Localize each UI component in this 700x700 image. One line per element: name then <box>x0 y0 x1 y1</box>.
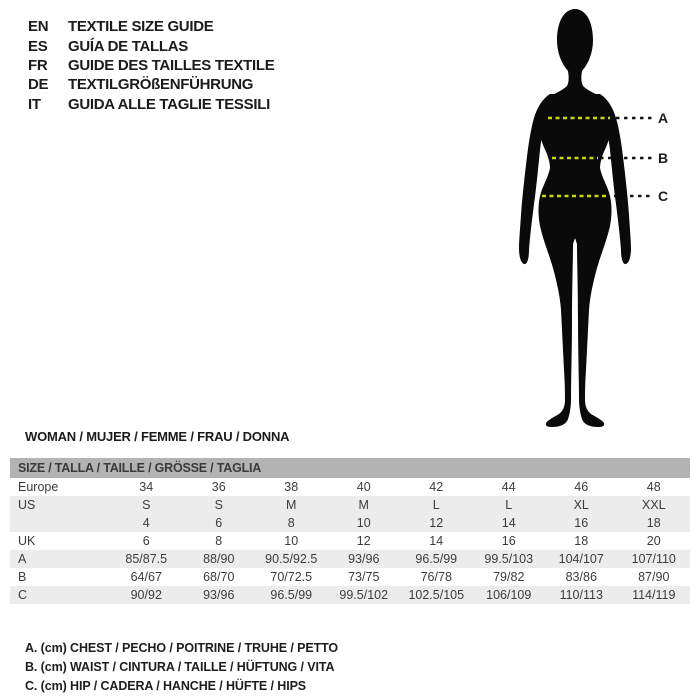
size-value-cell: 8 <box>287 516 295 530</box>
gender-section-title: WOMAN / MUJER / FEMME / FRAU / DONNA <box>25 429 290 444</box>
size-value-cell: 114/119 <box>632 588 676 602</box>
language-row-it <box>28 95 274 114</box>
size-value-cell: S <box>142 498 151 512</box>
language-code: EN <box>28 18 49 36</box>
legend-line-waist: B. (cm) WAIST / CINTURA / TAILLE / HÜFTUNG / VITA <box>25 660 335 674</box>
size-table-body <box>10 478 690 604</box>
woman-silhouette-figure <box>490 0 700 430</box>
size-value-cell: 107/110 <box>631 552 676 566</box>
size-value-cell: 14 <box>429 534 444 548</box>
size-value-cell: 93/96 <box>203 588 235 602</box>
language-title: GUIDA ALLE TAGLIE TESSILI <box>68 95 270 113</box>
size-value-cell: 6 <box>142 534 150 548</box>
size-value-cell: 110/113 <box>559 588 603 602</box>
size-value-cell: 96.5/99 <box>270 588 313 602</box>
measure-label-b: B <box>658 150 669 166</box>
size-value-cell: 73/75 <box>348 570 380 584</box>
size-value-cell: 90/92 <box>130 588 162 602</box>
woman-body-silhouette <box>538 9 612 427</box>
size-table-row-uk <box>10 532 690 550</box>
size-table-header: SIZE / TALLA / TAILLE / GRÖSSE / TAGLIA <box>10 458 690 478</box>
size-value-cell: M <box>358 498 369 512</box>
row-label: C <box>18 588 28 602</box>
size-value-cell: 16 <box>574 516 589 530</box>
language-row-es <box>28 36 274 55</box>
size-value-cell: 93/96 <box>348 552 380 566</box>
row-label: A <box>18 552 27 566</box>
size-value-cell: 104/107 <box>558 552 604 566</box>
size-value-cell: XXL <box>641 498 666 512</box>
row-label <box>10 514 110 532</box>
size-value-cell: 44 <box>501 480 516 494</box>
size-value-cell: 99.5/102 <box>339 588 389 602</box>
size-value-cell: 64/67 <box>130 570 162 584</box>
row-label: Europe <box>18 480 59 494</box>
legend-line-chest: A. (cm) CHEST / PECHO / POITRINE / TRUHE / PETTO <box>25 641 339 655</box>
size-value-cell: L <box>432 498 440 512</box>
size-value-cell: 4 <box>142 516 150 530</box>
row-label: B <box>18 570 27 584</box>
size-value-cell: 48 <box>646 480 661 494</box>
size-value-cell: 70/72.5 <box>270 570 313 584</box>
size-value-cell: 16 <box>501 534 516 548</box>
size-value-cell: 76/78 <box>420 570 452 584</box>
row-label: US <box>18 498 36 512</box>
language-title-list <box>28 17 274 114</box>
size-table-row-us <box>10 496 690 514</box>
size-value-cell: 68/70 <box>203 570 235 584</box>
row-label: UK <box>18 534 36 548</box>
size-table-row-c <box>10 586 690 604</box>
language-code: FR <box>28 56 48 74</box>
size-value-cell: XL <box>573 498 589 512</box>
size-value-cell: L <box>505 498 513 512</box>
language-row-en <box>28 17 274 36</box>
language-code: ES <box>28 37 48 55</box>
size-value-cell: 99.5/103 <box>484 552 534 566</box>
measure-label-c: C <box>658 188 669 204</box>
language-title: GUIDE DES TAILLES TEXTILE <box>68 56 275 74</box>
language-title: GUÍA DE TALLAS <box>68 37 188 55</box>
size-value-cell: 40 <box>356 480 371 494</box>
size-value-cell: 14 <box>501 516 516 530</box>
language-code: DE <box>28 76 49 94</box>
size-value-cell: 106/109 <box>486 588 532 602</box>
size-value-cell: 85/87.5 <box>125 552 168 566</box>
size-value-cell: 79/82 <box>493 570 525 584</box>
size-value-cell: 12 <box>356 534 371 548</box>
size-value-cell: 90.5/92.5 <box>265 552 318 566</box>
size-value-cell: 83/86 <box>565 570 597 584</box>
measurement-legend <box>25 639 338 696</box>
size-value-cell: M <box>286 498 297 512</box>
language-title: TEXTILE SIZE GUIDE <box>68 18 214 36</box>
size-value-cell: 18 <box>574 534 589 548</box>
size-value-cell: 10 <box>284 534 299 548</box>
size-table-row <box>10 514 690 532</box>
size-value-cell: 96.5/99 <box>415 552 458 566</box>
language-title: TEXTILGRÖßENFÜHRUNG <box>68 76 254 94</box>
size-value-cell: 18 <box>646 516 661 530</box>
size-value-cell: 88/90 <box>203 552 235 566</box>
size-value-cell: 87/90 <box>638 570 670 584</box>
size-value-cell: 12 <box>429 516 444 530</box>
language-row-de <box>28 75 274 94</box>
measure-label-a: A <box>658 110 669 126</box>
language-code: IT <box>28 95 41 113</box>
size-value-cell: 10 <box>356 516 371 530</box>
size-value-cell: 102.5/105 <box>408 588 465 602</box>
size-value-cell: 8 <box>215 534 223 548</box>
legend-line-hip: C. (cm) HIP / CADERA / HANCHE / HÜFTE / HIPS <box>25 679 307 693</box>
size-table-row-a <box>10 550 690 568</box>
size-value-cell: S <box>214 498 223 512</box>
language-row-fr <box>28 56 274 75</box>
size-value-cell: 38 <box>284 480 299 494</box>
size-value-cell: 36 <box>211 480 226 494</box>
size-table-row-europe <box>10 478 690 496</box>
size-value-cell: 34 <box>139 480 154 494</box>
size-value-cell: 46 <box>574 480 589 494</box>
size-value-cell: 20 <box>646 534 661 548</box>
size-table <box>10 458 690 604</box>
size-value-cell: 42 <box>429 480 444 494</box>
size-table-row-b <box>10 568 690 586</box>
size-value-cell: 6 <box>215 516 223 530</box>
